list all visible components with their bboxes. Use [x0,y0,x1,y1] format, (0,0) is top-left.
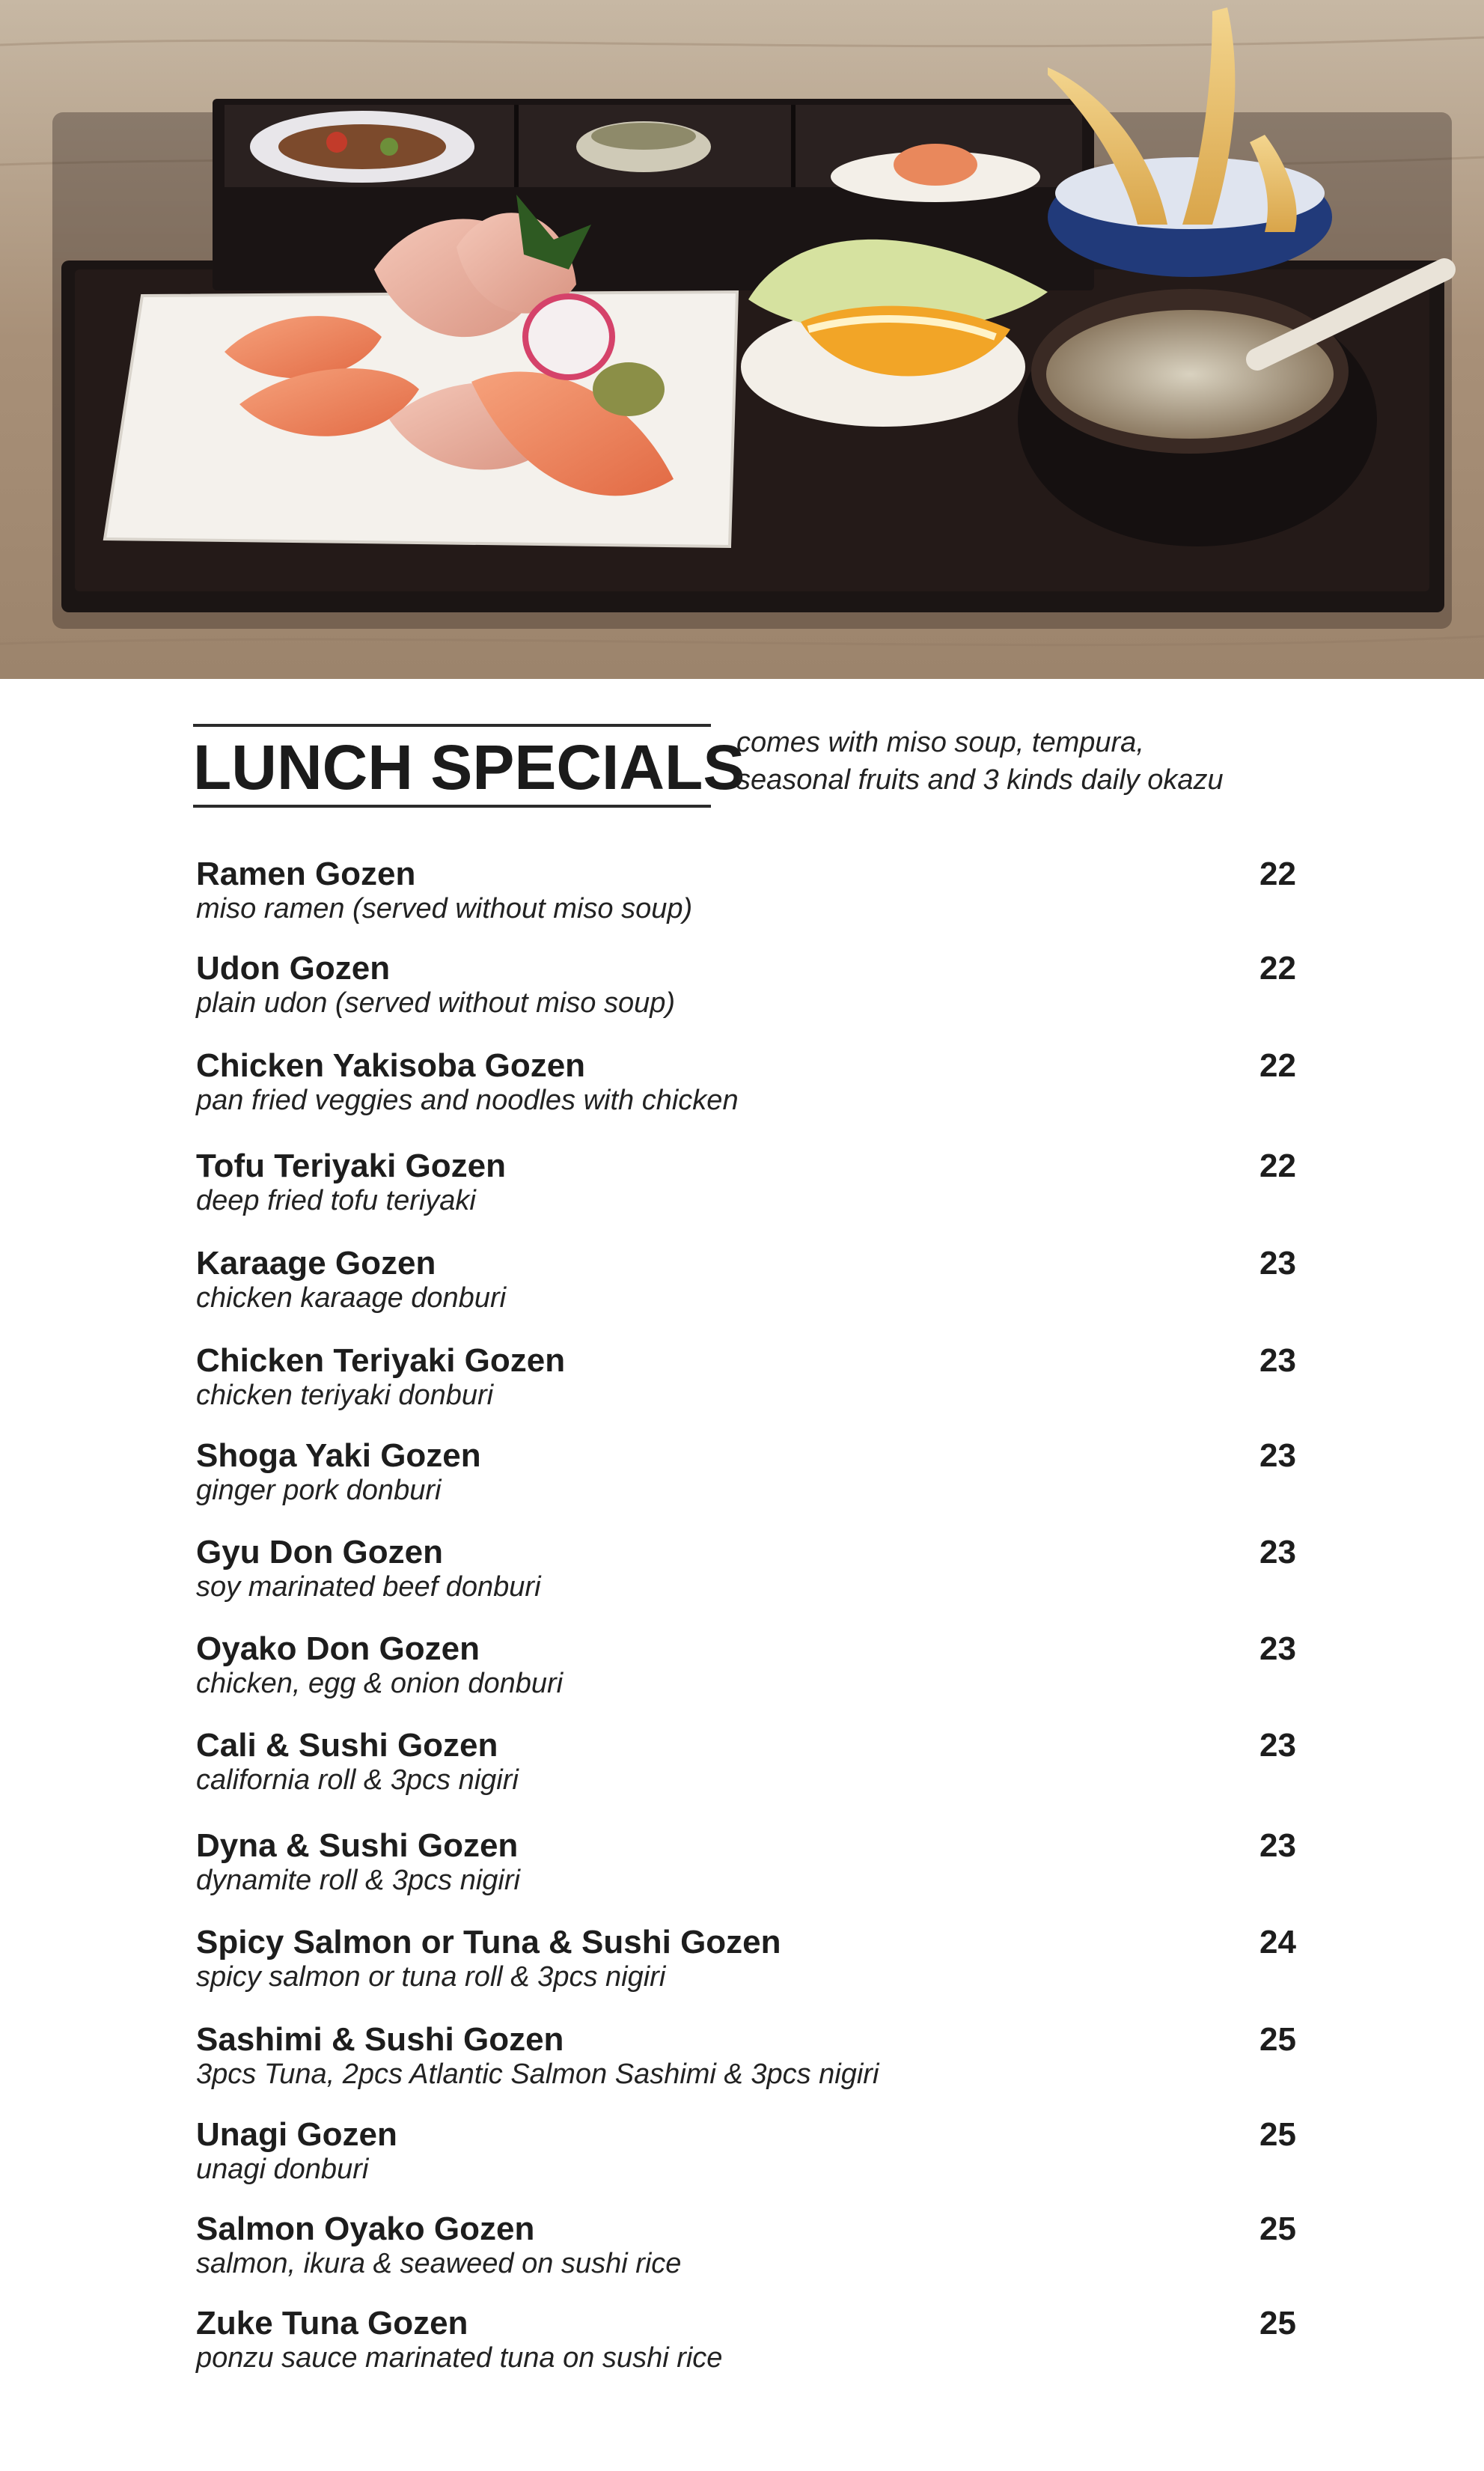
menu-item-name: Oyako Don Gozen [196,1630,480,1667]
menu-item [196,2211,1296,2285]
menu-item-name: Karaage Gozen [196,1245,436,1282]
menu-item-name: Salmon Oyako Gozen [196,2211,535,2247]
menu-item-price: 23 [1259,1727,1296,1764]
menu-item-price: 25 [1259,2021,1296,2058]
menu-item-price: 25 [1259,2305,1296,2341]
menu-item [196,2305,1296,2380]
menu-item [196,1148,1296,1222]
menu-item [196,1727,1296,1802]
menu-item-price: 22 [1259,1148,1296,1184]
menu-item [196,1827,1296,1902]
menu-item [196,1534,1296,1609]
menu-item-description: california roll & 3pcs nigiri [196,1764,519,1796]
menu-item-description: deep fried tofu teriyaki [196,1185,476,1216]
menu-item-name: Sashimi & Sushi Gozen [196,2021,564,2058]
menu-item-price: 22 [1259,950,1296,987]
menu-item-description: soy marinated beef donburi [196,1571,541,1603]
menu-item [196,1245,1296,1320]
menu-item-price: 23 [1259,1630,1296,1667]
menu-item-name: Shoga Yaki Gozen [196,1437,481,1474]
menu-item-name: Chicken Teriyaki Gozen [196,1342,566,1379]
menu-item-description: plain udon (served without miso soup) [196,987,676,1019]
subtitle-line-1: comes with miso soup, tempura, [736,727,1144,758]
menu-item-price: 23 [1259,1437,1296,1474]
menu-item-price: 25 [1259,2211,1296,2247]
menu-item-price: 22 [1259,856,1296,892]
menu-item-description: miso ramen (served without miso soup) [196,893,693,924]
menu-item-name: Dyna & Sushi Gozen [196,1827,519,1864]
menu-item-name: Tofu Teriyaki Gozen [196,1148,506,1184]
menu-item [196,1630,1296,1705]
menu-item-name: Gyu Don Gozen [196,1534,443,1570]
menu-item-name: Udon Gozen [196,950,391,987]
menu-item [196,950,1296,1025]
menu-item-price: 24 [1259,1924,1296,1960]
menu-item-price: 23 [1259,1827,1296,1864]
menu-item-price: 23 [1259,1534,1296,1570]
menu-item [196,2021,1296,2096]
menu-item-description: ponzu sauce marinated tuna on sushi rice [196,2342,723,2374]
menu-item-description: pan fried veggies and noodles with chicken [196,1085,739,1116]
menu-item-description: chicken, egg & onion donburi [196,1668,564,1699]
menu-item-name: Spicy Salmon or Tuna & Sushi Gozen [196,1924,781,1960]
menu-item-description: chicken teriyaki donburi [196,1380,494,1411]
menu-item-price: 23 [1259,1342,1296,1379]
menu-item-description: spicy salmon or tuna roll & 3pcs nigiri [196,1961,666,1993]
hero-photo [0,0,1484,679]
menu-item-name: Cali & Sushi Gozen [196,1727,498,1764]
menu-item-description: dynamite roll & 3pcs nigiri [196,1865,520,1896]
menu-section [0,679,1484,2471]
menu-item-description: salmon, ikura & seaweed on sushi rice [196,2248,682,2279]
menu-item [196,1342,1296,1417]
menu-item [196,856,1296,930]
menu-item-price: 22 [1259,1047,1296,1084]
menu-item [196,1437,1296,1512]
menu-item-description: chicken karaage donburi [196,1282,507,1314]
menu-item-price: 25 [1259,2116,1296,2153]
subtitle [736,724,1320,799]
menu-item-price: 23 [1259,1245,1296,1282]
page-title: LUNCH SPECIALS [193,732,745,802]
menu-item-description: 3pcs Tuna, 2pcs Atlantic Salmon Sashimi & 3pcs nigiri [196,2059,879,2090]
title-block [193,724,745,808]
menu-item-description: ginger pork donburi [196,1475,442,1506]
lunch-tray-illustration [0,0,1484,679]
menu-item-description: unagi donburi [196,2154,369,2185]
subtitle-line-2: seasonal fruits and 3 kinds daily okazu [736,764,1224,796]
menu-item [196,1924,1296,1999]
menu-item-name: Ramen Gozen [196,856,416,892]
menu-item-name: Chicken Yakisoba Gozen [196,1047,586,1084]
menu-item [196,2116,1296,2191]
menu-item-name: Zuke Tuna Gozen [196,2305,468,2341]
menu-item [196,1047,1296,1122]
menu-item-name: Unagi Gozen [196,2116,397,2153]
